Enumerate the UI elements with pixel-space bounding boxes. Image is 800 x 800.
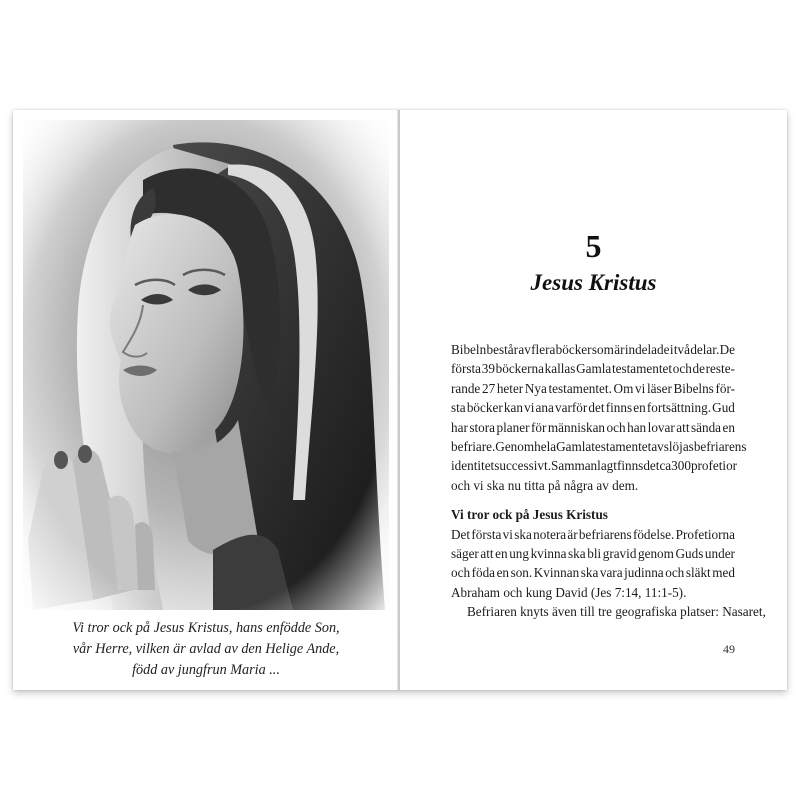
- page-number: 49: [723, 642, 735, 656]
- book-spread: [13, 110, 787, 690]
- text-line: säger att en ung kvinna ska bli gravid genom Guds under: [451, 545, 735, 561]
- text-line: första 39 böckerna kallas Gamla testamentet och de reste-: [451, 361, 735, 377]
- text-line: Abraham och kung David (Jes 7:14, 11:1-5).: [451, 584, 687, 600]
- section-heading: Vi tror ock på Jesus Kristus: [451, 507, 608, 523]
- illustration: [23, 120, 389, 610]
- woman-praying-icon: [23, 120, 389, 610]
- text-line: sta böcker kan vi ana varför det finns en fortsättning. Gud: [451, 400, 735, 416]
- right-page: [400, 110, 787, 690]
- body-text: [451, 340, 766, 621]
- text-line: identitet successivt. Sammanlagt finns det ca 300 profetior: [451, 458, 738, 474]
- text-line: har stora planer för människan och han lovar att sända en: [451, 419, 735, 435]
- left-page: [13, 110, 399, 690]
- chapter-number: 5: [585, 228, 602, 264]
- text-line: och vi ska nu titta på några av dem.: [451, 477, 639, 493]
- text-line: Bibeln består av flera böcker som är indelade i två delar. De: [451, 342, 735, 357]
- text-line: Det första vi ska notera är befriarens födelse. Profetiorna: [451, 526, 735, 542]
- illustration-caption: [13, 618, 399, 681]
- text-line: befriare. Genom hela Gamla testamentet avslöjas befriarens: [451, 438, 747, 454]
- chapter-title: Jesus Kristus: [530, 270, 657, 295]
- caption-line: Vi tror ock på Jesus Kristus, hans enfödde Son,: [72, 620, 340, 636]
- caption-line: född av jungfrun Maria ...: [132, 662, 280, 678]
- text-line: och föda en son. Kvinnan ska vara judinna och släkt med: [451, 565, 735, 581]
- text-line: Befriaren knyts även till tre geografiska platser: Nasaret,: [467, 604, 766, 620]
- caption-line: vår Herre, vilken är avlad av den Helige Ande,: [72, 641, 340, 657]
- text-line: rande 27 heter Nya testamentet. Om vi läser Bibelns för-: [451, 380, 735, 396]
